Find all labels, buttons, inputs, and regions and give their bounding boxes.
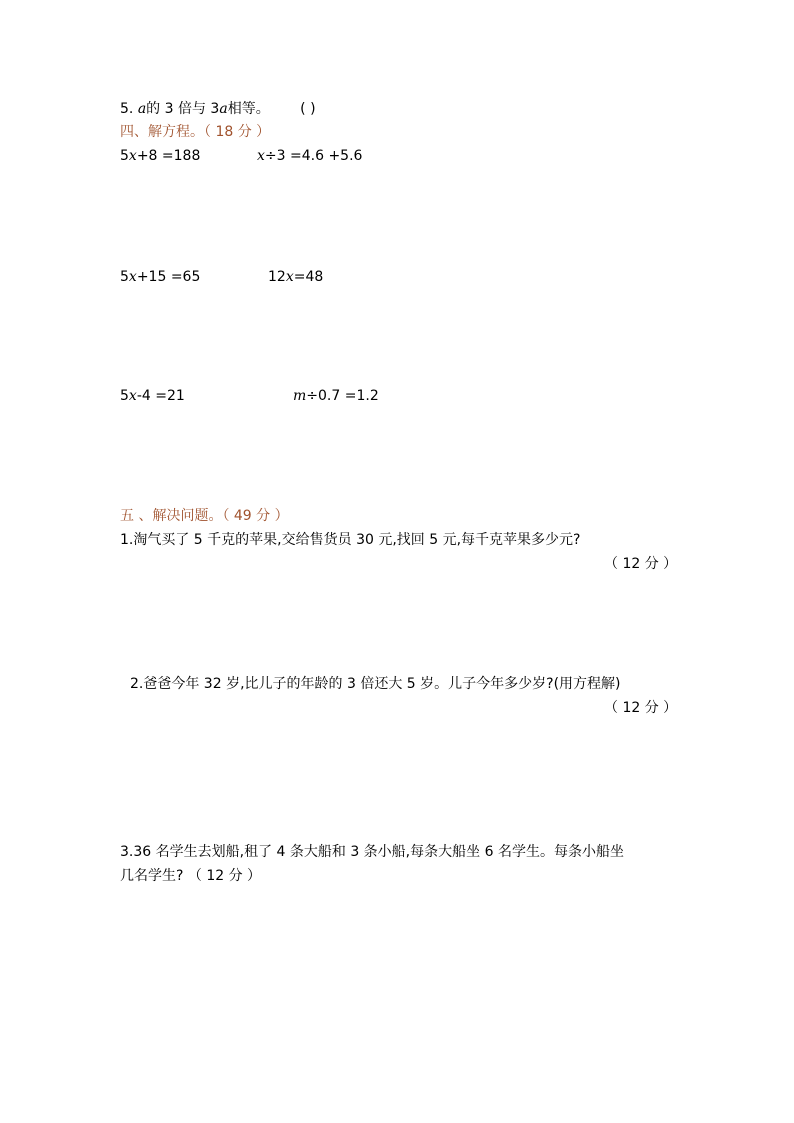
item-text-1: 的 3 倍与 3 [146,101,220,117]
section-5-score: （ 49 分 ） [222,508,289,524]
eq-rest: +15 =65 [136,269,201,285]
eq-var: x [285,269,294,285]
section-4-heading [120,123,270,141]
item-number: 5. [120,101,134,117]
question-1: 1.淘气买了 5 千克的苹果,交给售货员 30 元,找回 5 元,每千克苹果多少元? [120,532,581,548]
variable-a: a [137,101,147,117]
eq-coef: 5 [120,148,129,164]
eq-rest: =48 [293,269,324,285]
section-5-heading [120,507,289,525]
equation-6 [293,387,379,405]
eq-rest: ÷0.7 =1.2 [306,388,379,404]
eq-rest: +8 =188 [136,148,201,164]
question-2-score: （ 12 分 ） [604,700,678,716]
eq-coef: 5 [120,388,129,404]
equation-3 [120,268,200,286]
eq-var: x [128,269,137,285]
question-2: 2.爸爸今年 32 岁,比儿子的年龄的 3 倍还大 5 岁。儿子今年多少岁?(用方程解) [130,676,621,692]
eq-var: x [257,148,265,164]
question-3-line-1: 3.36 名学生去划船,租了 4 条大船和 3 条小船,每条大船坐 6 名学生。每条小船坐 [120,844,624,860]
variable-a-2: a [219,101,228,117]
question-3-line-2: 几名学生? （ 12 分 ） [120,868,262,884]
eq-var: m [293,388,307,404]
eq-var: x [128,148,137,164]
section-4-score: （ 18 分 ） [204,124,271,140]
section-4-title: 四、解方程。 [120,124,204,140]
eq-rest: ÷3 =4.6 +5.6 [264,148,363,164]
eq-var: x [128,388,137,404]
eq-rest: -4 =21 [136,388,185,404]
equation-5 [120,387,185,405]
question-1-score: （ 12 分 ） [604,556,678,572]
equation-4 [268,268,323,286]
equation-2 [257,147,362,165]
eq-coef: 5 [120,269,129,285]
equation-1 [120,147,200,165]
judge-item-5 [120,100,316,118]
item-text-2: 相等。 [227,101,270,117]
eq-coef: 12 [268,269,286,285]
section-5-title: 五 、解决问题。 [120,508,223,524]
answer-blank[interactable]: ( ) [300,101,316,117]
